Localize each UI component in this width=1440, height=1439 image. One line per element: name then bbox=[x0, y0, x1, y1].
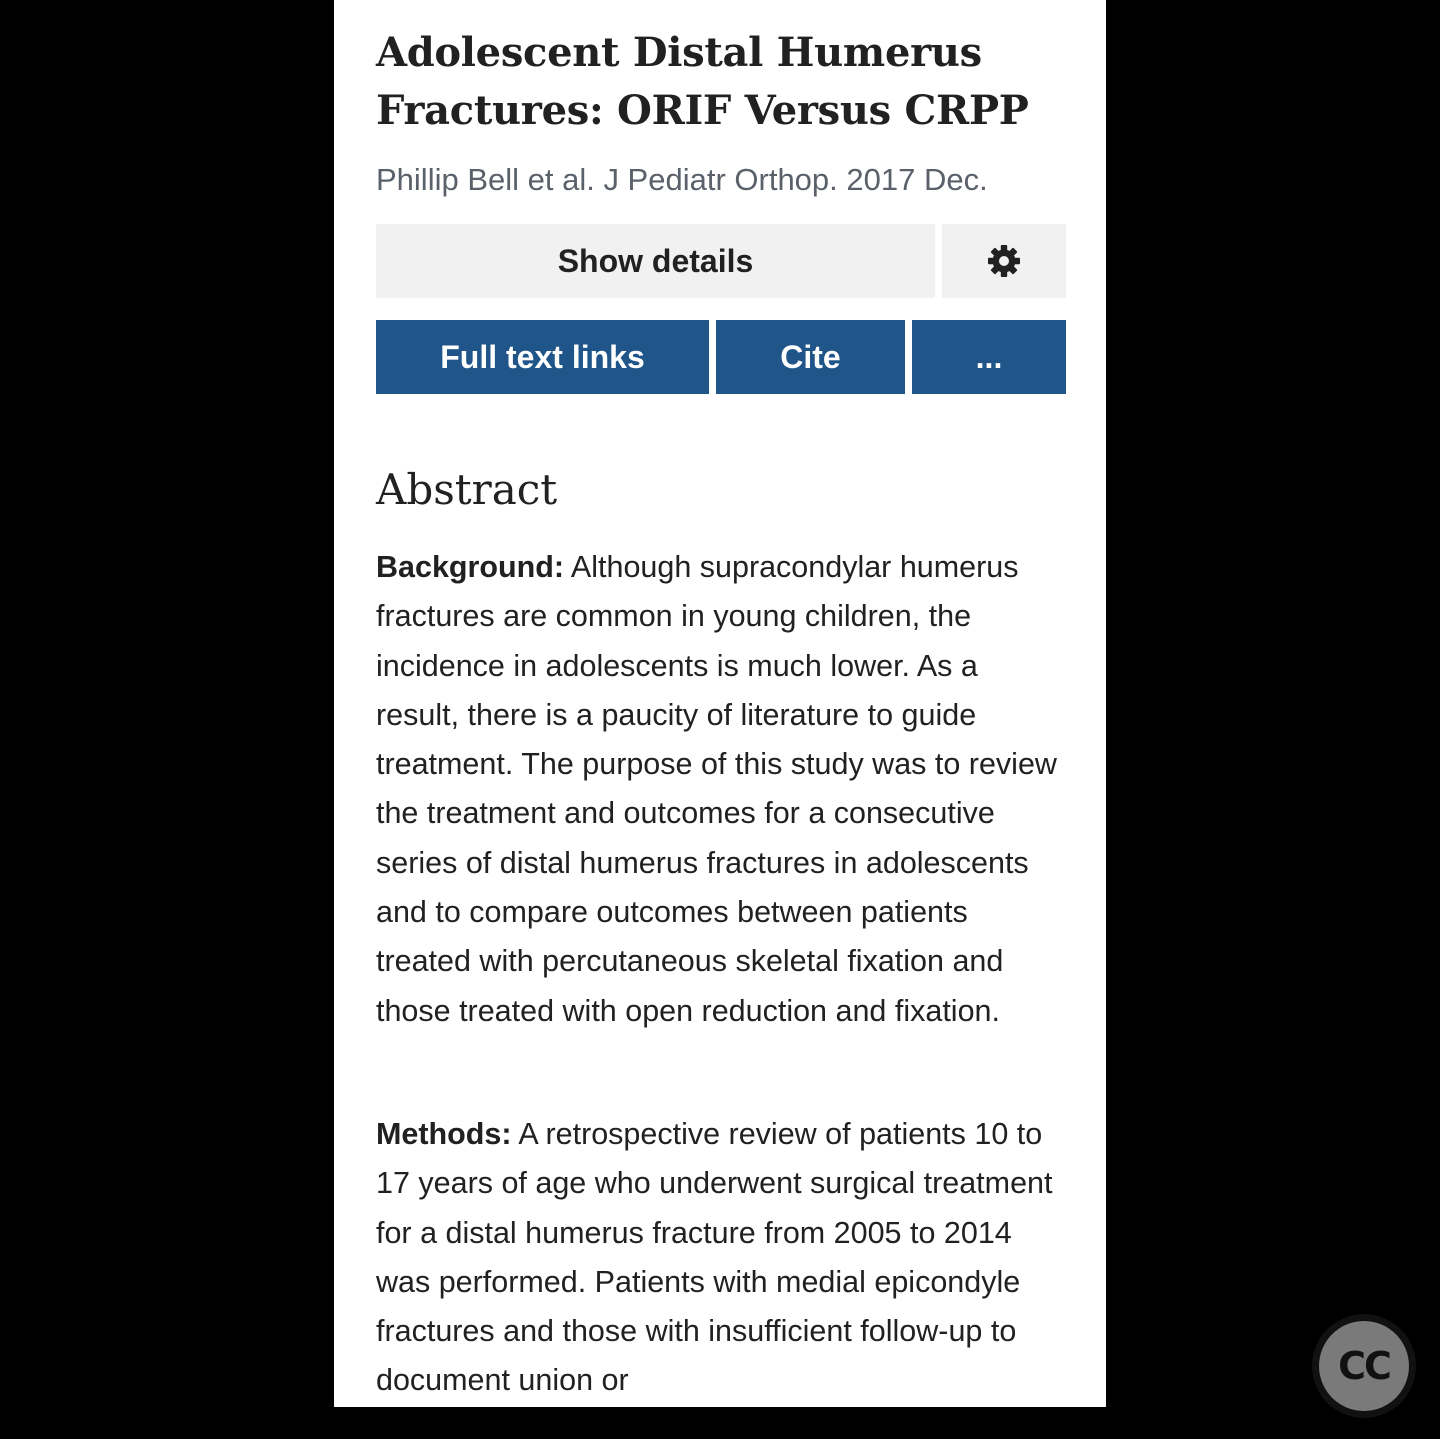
full-text-links-button[interactable]: Full text links bbox=[376, 320, 709, 394]
background-label: Background: bbox=[376, 550, 565, 584]
cc-icon: CC bbox=[1319, 1321, 1409, 1411]
abstract-heading: Abstract bbox=[376, 465, 558, 514]
methods-text: A retrospective review of patients 10 to 17 years of age who underwent surgical treatment for a distal humerus fracture from 2005 to 2014 was performed. Patients with medial epicondyle fractures and those with insufficient follow-up to document union or bbox=[376, 1117, 1053, 1398]
cite-button[interactable]: Cite bbox=[716, 320, 905, 394]
article-actions bbox=[376, 320, 1066, 394]
article-citation[interactable]: Phillip Bell et al. J Pediatr Orthop. 2017 Dec. bbox=[376, 162, 988, 197]
more-actions-button[interactable]: ... bbox=[912, 320, 1066, 394]
article-page bbox=[334, 0, 1106, 1407]
closed-captions-button[interactable] bbox=[1312, 1314, 1416, 1418]
methods-label: Methods: bbox=[376, 1117, 512, 1151]
background-text: Although supracondylar humerus fractures are common in young children, the incidence in adolescents is much lower. As a result, there is a paucity of literature to guide treatment. The purpose of this study was to review the treatment and outcomes for a consecutive series of distal humerus fractures in adolescents and to compare outcomes between patients treated with percutaneous skeletal fixation and those treated with open reduction and fixation. bbox=[376, 550, 1057, 1028]
article-content bbox=[376, 0, 1066, 1398]
display-options-button[interactable] bbox=[942, 224, 1066, 298]
abstract-background bbox=[376, 543, 1066, 1036]
abstract-methods bbox=[376, 1110, 1066, 1406]
show-details-button[interactable]: Show details bbox=[376, 224, 935, 298]
article-title: Adolescent Distal Humerus Fractures: ORIF Versus CRPP bbox=[376, 29, 1029, 134]
gear-icon bbox=[986, 243, 1022, 279]
details-row bbox=[376, 224, 1066, 298]
